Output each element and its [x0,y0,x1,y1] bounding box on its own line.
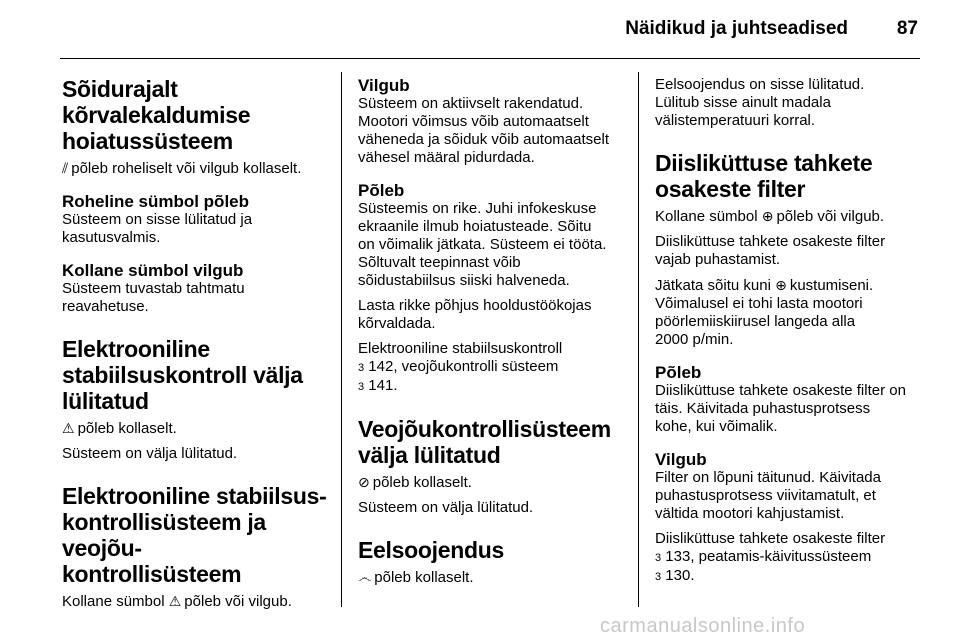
paragraph: Kollane sümbol ⊕ põleb või vilgub. [655,208,885,225]
header-divider [60,58,920,59]
column-1 [62,76,334,618]
header-title: Näidikud ja juhtseadised [625,18,848,39]
paragraph: ⊘ põleb kollaselt. [358,474,472,491]
paragraph: Eelsoojendus on sisse lülitatud. Lülitub sisse ainult madala välistemperatuuri korral. [655,76,865,129]
dpf-icon: ⊕ [775,277,787,293]
traction-off-icon: ⊘ [358,474,370,490]
page-header [0,18,960,48]
column-divider-2 [638,72,639,607]
paragraph: Süsteem on välja lülitatud. [358,499,534,516]
esc-off-icon: ⚠ [62,420,75,436]
paragraph: ෴ põleb kollaselt. [358,569,474,586]
paragraph: Diisliküttuse tahkete osakeste filter on täis. Käivitada puhastusprotsess kohe, kui võimalik. [655,382,906,435]
page-ref-link[interactable]: 133, peatamis-käivitussüsteem [665,548,872,565]
glow-plug-icon: ෴ [358,569,372,585]
page-ref-arrow-icon: 3 [358,381,365,393]
paragraph: Kollane sümbol ⚠ põleb või vilgub. [62,593,292,610]
paragraph: Jätkata sõitu kuni ⊕ kustumiseni. Võimalusel ei tohi lasta mootori pöörlemiiskiirusel langeda alla 2000 p/min. [655,277,874,348]
dpf-icon: ⊕ [761,208,774,224]
section-title-dpf: Diisliküttuse tahkete osakeste filter [655,150,873,202]
column-2 [358,76,628,594]
column-divider-1 [341,72,342,607]
subheading-lit: Põleb [655,363,702,382]
section-title-esc-tc: Elektrooniline stabiilsus- kontrollisüsteem ja veojõu- kontrollisüsteem [62,483,327,587]
subheading-yellow: Kollane sümbol vilgub [62,261,244,280]
page-ref-arrow-icon: 3 [655,571,662,583]
paragraph: Süsteem on aktiivselt rakendatud. Mootori võimsus võib automaatselt väheneda ja sõiduk võib automaatselt vähesel määral pidurdada. [358,95,610,166]
page-ref-link[interactable]: 130. [665,567,695,584]
subheading-lit: Põleb [358,181,405,200]
page-number: 87 [896,18,918,39]
subheading-green: Roheline sümbol põleb [62,192,250,211]
subheading-flashing: Vilgub [358,76,410,95]
paragraph: ⫽ põleb roheliselt või vilgub kollaselt. [62,160,302,177]
page-ref-arrow-icon: 3 [358,362,365,374]
column-3 [655,76,927,593]
paragraph: Süsteem on sisse lülitatud ja kasutusvalmis. [62,211,253,246]
page-ref-arrow-icon: 3 [655,552,662,564]
paragraph: ⚠ põleb kollaselt. [62,420,177,437]
section-title-preheating: Eelsoojendus [358,537,504,563]
page-ref-link[interactable]: 142, veojõukontrolli süsteem [368,358,559,375]
subheading-flashing: Vilgub [655,450,707,469]
page-ref-link[interactable]: 141. [368,377,398,394]
paragraph: Süsteem tuvastab tahtmatu reavahetuse. [62,280,245,315]
paragraph: Diisliküttuse tahkete osakeste filter 3 133, peatamis-käivitussüsteem 3 130. [655,530,886,584]
esc-icon: ⚠ [168,593,182,609]
section-title-esc-off: Elektrooniline stabiilsuskontroll välja lülitatud [62,336,303,414]
section-title-lane-departure: Sõidurajalt kõrvalekaldumise hoiatussüsteem [62,76,251,154]
lane-departure-icon: ⫽ [62,160,69,176]
paragraph: Süsteem on välja lülitatud. [62,445,238,462]
paragraph: Süsteemis on rike. Juhi infokeskuse ekraanile ilmub hoiatusteade. Sõitu on võimalik jätkata. Süsteem ei tööta. Sõltuvalt teepinnast võib sõidustabiilsus siiski halveneda. [358,200,607,289]
paragraph: Filter on lõpuni täitunud. Käivitada puhastusprotsess viivitamatult, et vältida mootori kahjustamist. [655,469,881,522]
section-title-tc-off: Veojõukontrollisüsteem välja lülitatud [358,416,611,468]
paragraph: Lasta rikke põhjus hooldustöökojas kõrvaldada. [358,297,592,332]
paragraph: Diisliküttuse tahkete osakeste filter vajab puhastamist. [655,233,886,268]
watermark: carmanualsonline.info [600,615,806,637]
paragraph: Elektrooniline stabiilsuskontroll 3 142, veojõukontrolli süsteem 3 141. [358,340,563,394]
